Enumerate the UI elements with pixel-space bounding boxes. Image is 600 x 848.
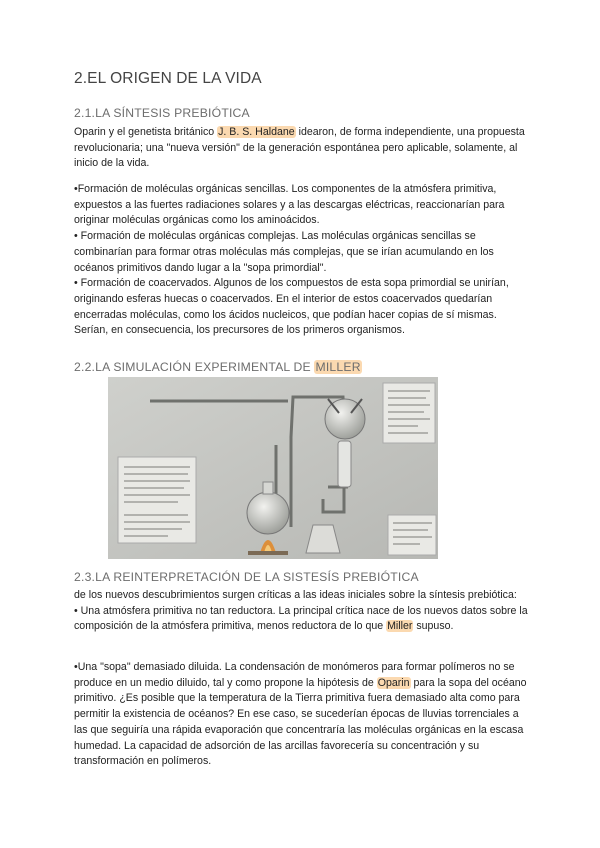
bullet-text: • Una atmósfera primitiva no tan reductora. La principal crítica nace de los nuevos datos sobre la composición de la atmósfera primitiva, menos reductora de lo que	[74, 604, 528, 633]
section-body-sintesis	[74, 125, 530, 172]
miller-apparatus-icon	[108, 377, 438, 559]
section-heading-reinterpretacion: 2.3.LA REINTERPRETACIÓN DE LA SISTESÍS PREBIÓTICA	[74, 570, 419, 584]
closing-line: Serían, en consecuencia, los precursores de los primeros organismos.	[74, 324, 405, 337]
bullet-item: • Formación de moléculas orgánicas complejas. Las moléculas orgánicas sencillas se combinarían para formar otras moléculas más complejas, que se irían acumulando en los océanos primitivos dando lugar a la "sopa primordial".	[74, 230, 494, 274]
highlight-miller: Miller	[387, 620, 413, 633]
reinterpretacion-intro: de los nuevos descubrimientos surgen críticas a las ideas iniciales sobre la síntesis prebiótica:	[74, 589, 517, 601]
highlight-oparin: Oparin	[377, 676, 410, 689]
bullet-item	[74, 660, 530, 770]
intro-paragraph	[74, 125, 530, 172]
bullet-item: •Formación de moléculas orgánicas sencillas. Los componentes de la atmósfera primitiva, expuestos a las fuertes radiaciones solares y a las descargas eléctricas, reaccionarían para originar moléculas orgánicas como los aminoácidos.	[74, 183, 505, 227]
bullets-sintesis	[74, 182, 530, 339]
intro-text-cont: idearon, de forma independiente, una propuesta revolucionaria; una "nueva versión" de la generación espontánea pero aplicable, solamente, al inicio de la vida.	[74, 126, 525, 170]
bullet-item	[74, 604, 530, 635]
miller-experiment-figure	[108, 377, 438, 559]
section-heading-simulacion	[74, 360, 362, 374]
intro-text: Oparin y el genetista británico	[74, 126, 218, 138]
page-title: 2.EL ORIGEN DE LA VIDA	[74, 70, 262, 87]
heading-text: 2.2.LA SIMULACIÓN EXPERIMENTAL DE	[74, 360, 315, 374]
bullet-text-cont: para la sopa del océano primitivo. ¿Es posible que la temperatura de la Tierra primitiva fuera demasiado alta como para permitir la existencia de océanos? En ese caso, se sucederían épocas de lluvias torrenciales a las que seguiría una rápida evaporación que concentraría las moléculas orgánicas en la escasa humedad. La capacidad de adsorción de las arcillas favorecería su concentración y su transformación en polímeros.	[74, 676, 527, 768]
highlight-haldane: J. B. S. Haldane	[218, 126, 295, 138]
section-heading-sintesis: 2.1.LA SÍNTESIS PREBIÓTICA	[74, 106, 250, 120]
section-body-reinterpretacion	[74, 588, 530, 635]
bullet-text: •Una "sopa" demasiado diluida. La condensación de monómeros para formar polímeros no se produce en un medio diluido, tal y como propone la hipótesis de	[74, 661, 515, 689]
bullet-item: • Formación de coacervados. Algunos de los compuestos de esta sopa primordial se unirían, originando esferas huecas o coacervados. En el interior de estos coacervados quedarían encerradas moléculas, como los ácidos nucleicos, que podían hacer copias de sí mismas.	[74, 277, 509, 321]
highlight-miller-heading: MILLER	[315, 360, 361, 374]
bullet-sopa-diluida	[74, 660, 530, 770]
bullet-text-cont: supuso.	[413, 620, 454, 633]
